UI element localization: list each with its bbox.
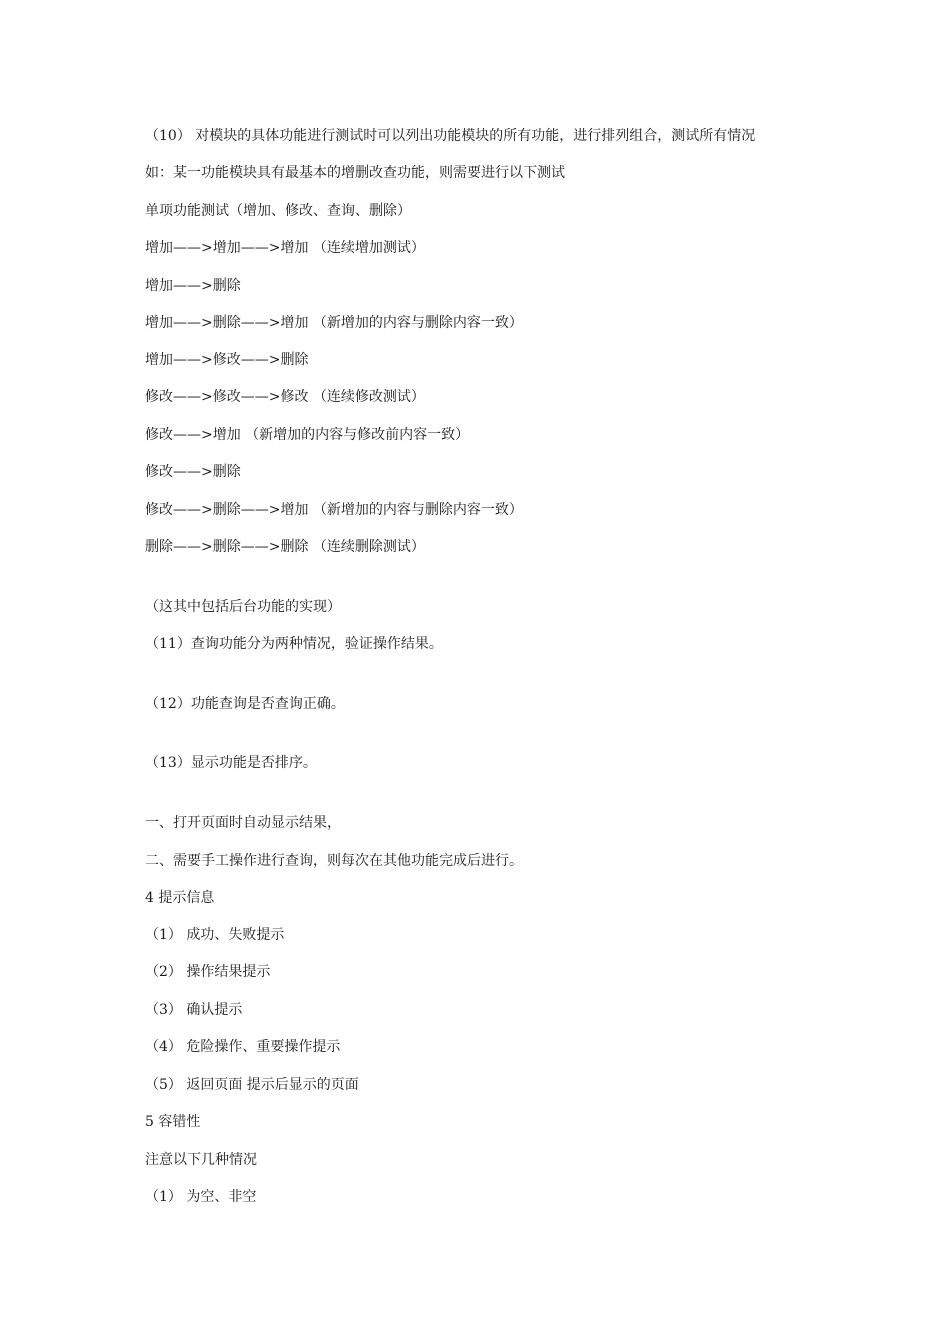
text-line: 注意以下几种情况 — [145, 1152, 257, 1168]
text-line: 增加——>修改——>删除 — [145, 352, 309, 368]
text-line: 增加——>删除 — [145, 278, 241, 294]
text-line: 增加——>增加——>增加 （连续增加测试） — [145, 240, 425, 256]
text-line: 删除——>删除——>删除 （连续删除测试） — [145, 539, 425, 555]
text-line: 修改——>删除 — [145, 464, 241, 480]
text-line: （1） 为空、非空 — [145, 1189, 257, 1205]
text-line: （11）查询功能分为两种情况，验证操作结果。 — [145, 636, 443, 652]
text-line: 二、需要手工操作进行查询，则每次在其他功能完成后进行。 — [145, 853, 523, 869]
text-line: 修改——>增加 （新增加的内容与修改前内容一致） — [145, 427, 470, 443]
text-line: 修改——>修改——>修改 （连续修改测试） — [145, 389, 425, 405]
text-line: （2） 操作结果提示 — [145, 964, 271, 980]
text-line: 增加——>删除——>增加 （新增加的内容与删除内容一致） — [145, 315, 523, 331]
text-line: 单项功能测试（增加、修改、查询、删除） — [145, 203, 411, 219]
text-line: 如：某一功能模块具有最基本的增删改查功能，则需要进行以下测试 — [145, 165, 565, 181]
text-line: （10） 对模块的具体功能进行测试时可以列出功能模块的所有功能，进行排列组合，测试所有情况 — [145, 128, 756, 144]
text-line: （12）功能查询是否查询正确。 — [145, 696, 345, 712]
text-line: （4） 危险操作、重要操作提示 — [145, 1039, 341, 1055]
section-heading: 4 提示信息 — [145, 890, 215, 906]
section-heading: 5 容错性 — [145, 1114, 201, 1130]
text-line: （3） 确认提示 — [145, 1002, 243, 1018]
text-line: 一、打开页面时自动显示结果， — [145, 815, 341, 831]
text-line: （这其中包括后台功能的实现） — [145, 599, 341, 615]
text-line: 修改——>删除——>增加 （新增加的内容与删除内容一致） — [145, 502, 523, 518]
text-line: （5） 返回页面 提示后显示的页面 — [145, 1077, 359, 1093]
text-line: （1） 成功、失败提示 — [145, 927, 285, 943]
text-line: （13）显示功能是否排序。 — [145, 755, 317, 771]
